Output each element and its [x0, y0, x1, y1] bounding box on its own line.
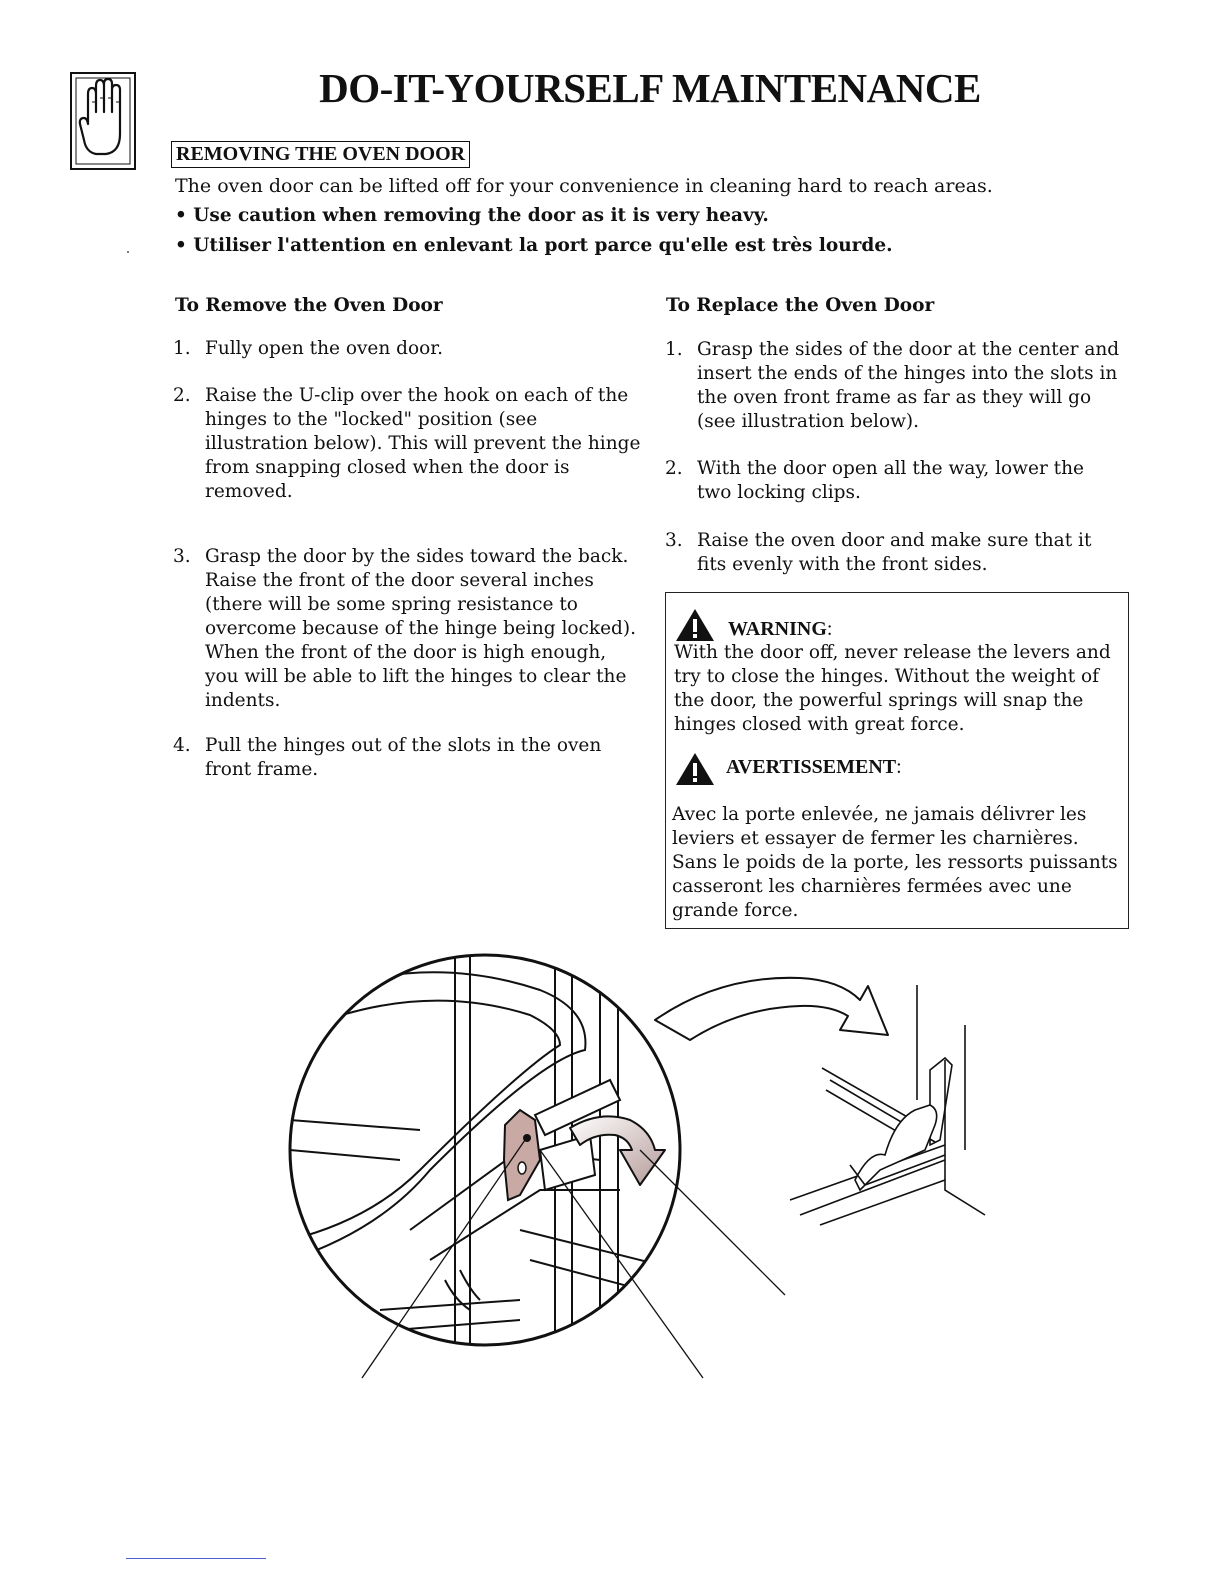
warning-label: WARNING: [728, 618, 833, 640]
warning-triangle-icon [674, 607, 716, 643]
step-number: 4. [173, 735, 191, 756]
step-text: Raise the U-clip over the hook on each of the hinges to the "locked" position (see illustration below). This will prevent the hinge from snapping closed when the door is removed. [205, 385, 641, 502]
intro-text: The oven door can be lifted off for your convenience in cleaning hard to reach areas. [175, 175, 993, 197]
step-text: With the door open all the way, lower the two locking clips. [697, 458, 1084, 503]
warning-triangle-icon [674, 751, 716, 787]
step-number: 3. [173, 546, 191, 567]
step-number: 3. [665, 530, 683, 551]
section-heading: REMOVING THE OVEN DOOR [171, 141, 470, 168]
step-text: Grasp the door by the sides toward the back. Raise the front of the door several inches (there will be some spring resistance to overcome because of the hinge being locked). When the front of the door is high enough, you will be able to lift the hinges to clear the indents. [205, 546, 636, 711]
step-number: 2. [173, 385, 191, 406]
replace-step-3 [665, 529, 1122, 577]
step-text: Raise the oven door and make sure that it fits evenly with the front sides. [697, 530, 1092, 575]
margin-mark [127, 251, 129, 253]
remove-step-4 [173, 734, 645, 782]
caution-french: • Utiliser l'attention en enlevant la port parce qu'elle est très lourde. [175, 235, 893, 256]
warning-text-french: Avec la porte enlevée, ne jamais délivrer les leviers et essayer de fermer les charnières. Sans le poids de la porte, les ressorts puissants casseront les charnières fermées avec une grande force. [672, 804, 1118, 921]
warning-text: With the door off, never release the levers and try to close the hinges. Without the weight of the door, the powerful springs will snap the hinges closed with great force. [674, 642, 1111, 735]
page-title: DO-IT-YOURSELF MAINTENANCE [319, 65, 981, 111]
remove-step-3 [173, 545, 645, 713]
step-number: 2. [665, 458, 683, 479]
replace-step-2 [665, 457, 1122, 505]
step-text: Fully open the oven door. [205, 338, 443, 359]
step-number: 1. [173, 338, 191, 359]
step-text: Grasp the sides of the door at the center and insert the ends of the hinges into the slots in the oven front frame as far as they will go (see illustration below). [697, 339, 1120, 432]
hand-stop-icon [70, 72, 136, 170]
remove-door-heading: To Remove the Oven Door [175, 295, 443, 316]
step-text: Pull the hinges out of the slots in the oven front frame. [205, 735, 602, 780]
warning-label-french: AVERTISSEMENT: [726, 756, 902, 778]
footer-link-rule[interactable] [126, 1558, 266, 1559]
replace-step-1 [665, 338, 1122, 434]
remove-step-2 [173, 384, 645, 504]
replace-door-heading: To Replace the Oven Door [666, 295, 935, 316]
hinge-illustration [0, 940, 1224, 1420]
caution-english: • Use caution when removing the door as it is very heavy. [175, 205, 769, 226]
remove-step-1 [173, 337, 645, 361]
step-number: 1. [665, 339, 683, 360]
warning-box [665, 592, 1129, 929]
